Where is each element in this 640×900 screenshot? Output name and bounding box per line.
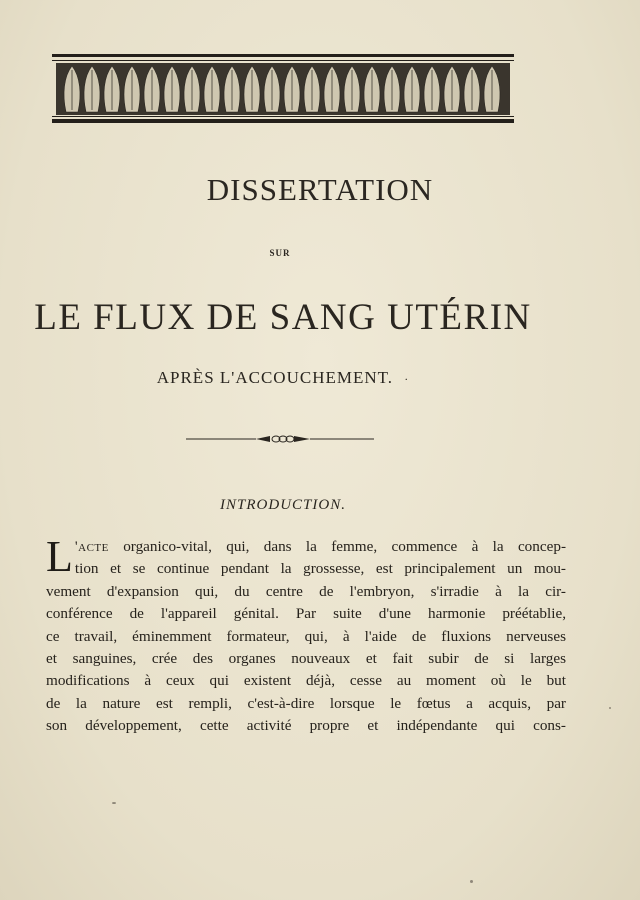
body-paragraph	[46, 532, 566, 738]
ornamental-rule-icon	[186, 432, 374, 446]
text-line: modifications à ceux qui existent déjà, cesse au moment où le but	[46, 672, 566, 690]
text-line: ce travail, éminemment formateur, qui, à l'aide de fluxions nerveuses	[46, 627, 566, 645]
drop-cap: L	[46, 532, 73, 581]
paper-speck	[609, 707, 611, 709]
dissertation-title: DISSERTATION	[206, 172, 434, 207]
subtitle	[0, 368, 566, 388]
paper-speck	[470, 880, 473, 883]
subtitle-text: APRÈS L'ACCOUCHEMENT.	[156, 368, 393, 387]
floral-headband-ornament-icon	[52, 54, 514, 124]
subtitle-mark: ·	[404, 372, 410, 386]
text-line: de la nature est rempli, c'est-à-dire lorsque le fœtus a acquis, par	[46, 694, 566, 712]
paper-speck	[112, 802, 116, 804]
text-line: organico-vital, qui, dans la femme, commence à la concep-	[123, 538, 566, 555]
sur-label: SUR	[269, 248, 291, 258]
text-line: vement d'expansion qui, du centre de l'embryon, s'irradie à la cir-	[46, 582, 566, 600]
text-line: tion et se continue pendant la grossesse, est principalement un mou-	[74, 560, 566, 578]
text-line: et sanguines, crée des organes nouveaux et fait subir de si larges	[46, 650, 566, 668]
section-title: INTRODUCTION.	[220, 497, 346, 513]
text-line: conférence de l'appareil génital. Par suite d'une harmonie préétablie,	[46, 605, 566, 623]
subject-title: LE FLUX DE SANG UTÉRIN	[34, 297, 532, 338]
first-word: 'acte	[74, 538, 109, 555]
text-line: son développement, cette activité propre et indépendante qui cons-	[46, 717, 566, 735]
